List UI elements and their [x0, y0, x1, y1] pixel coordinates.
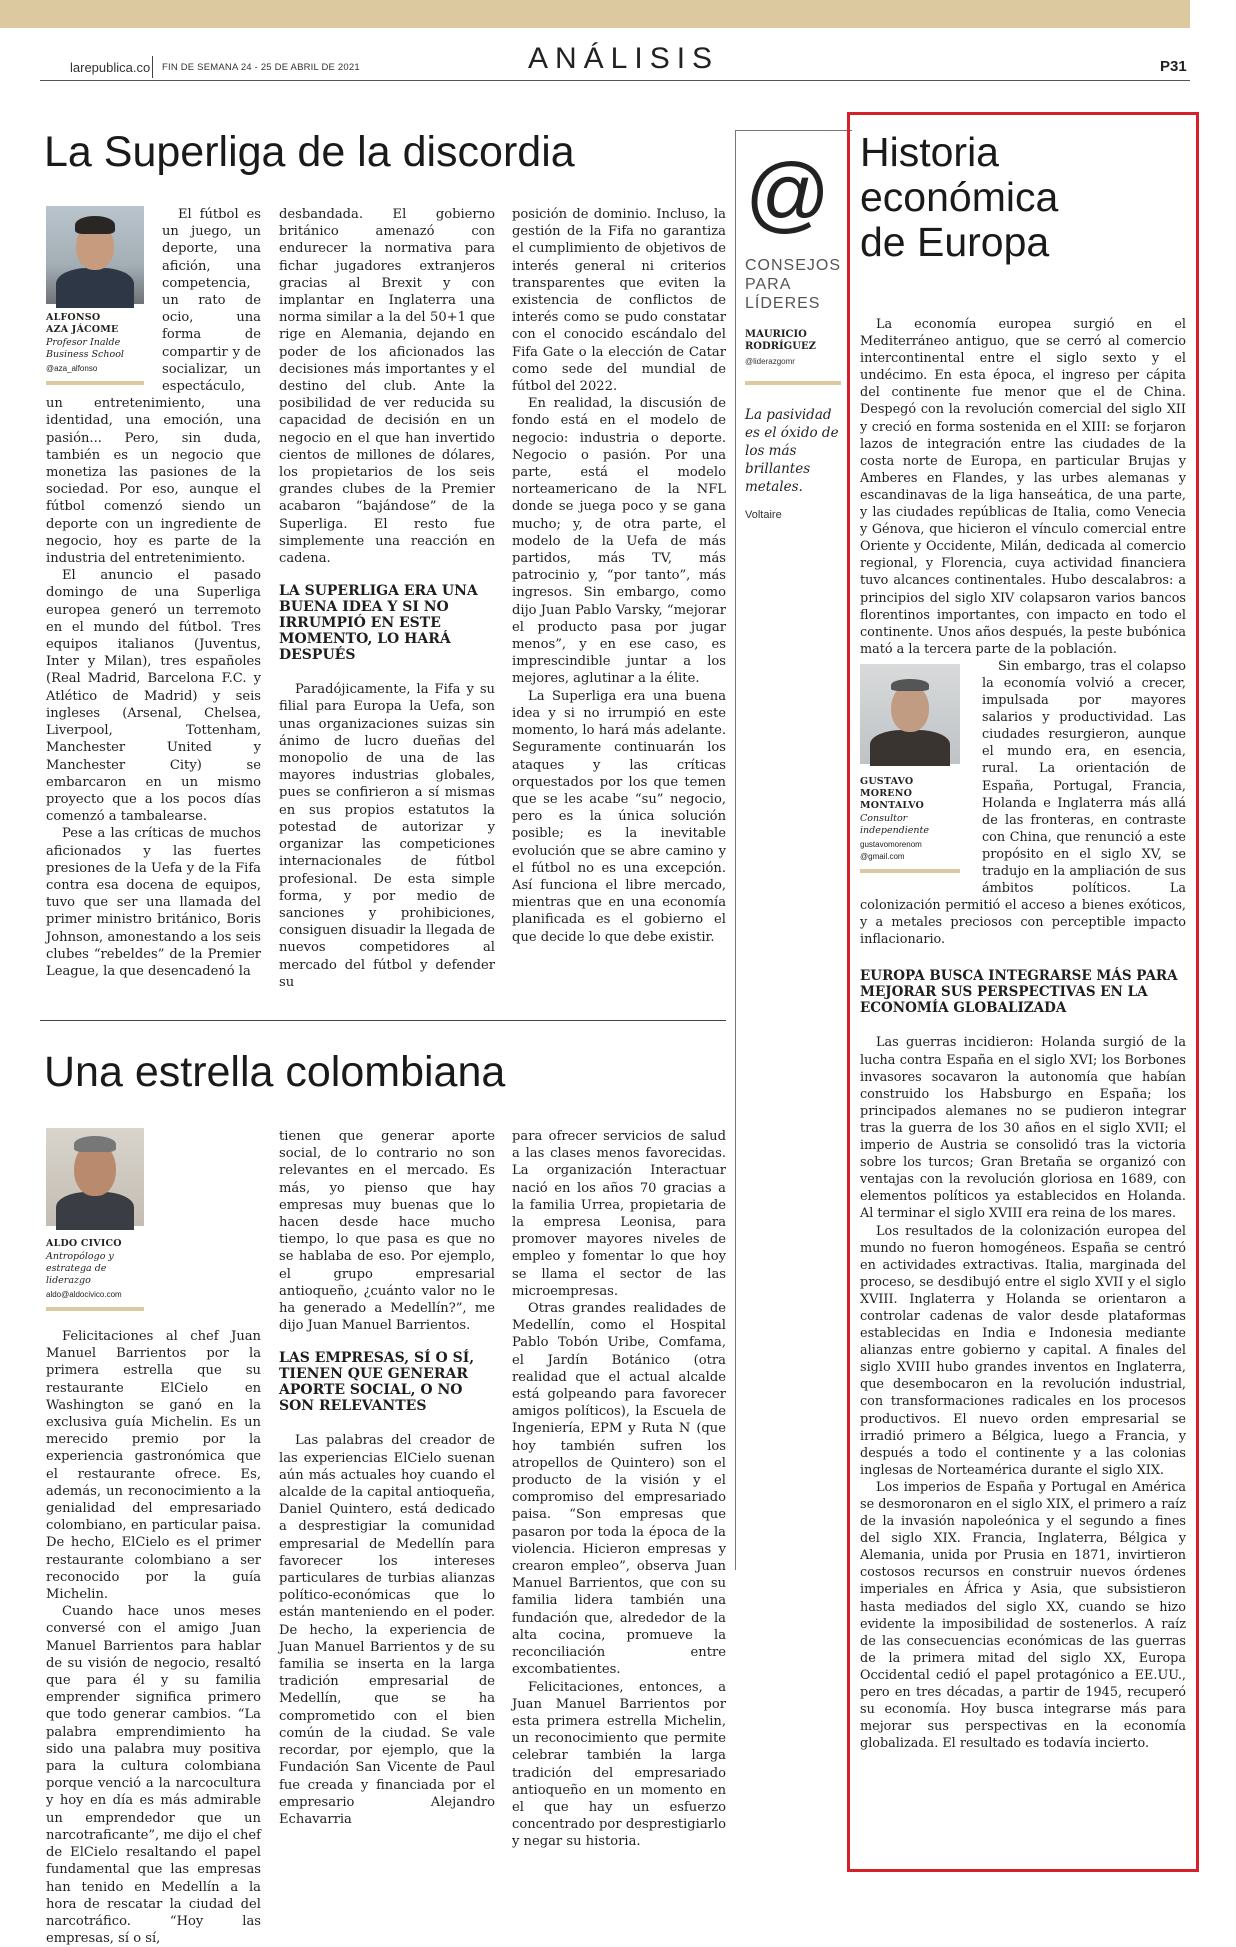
- paragraph: Cuando hace unos meses conversé con el amigo Juan Manuel Barrientos para hablar de su visión de negocio, resaltó que para él y su familia emprender significa primero que todo generar cambios. “La palabra emprendimiento ha sido una palabra muy positiva para la cultura colombiana porque venció a la narcocultura y hoy en día es más admirable un emprendedor que un narcotraficante”, me dijo el chef de ElCielo resaltando el papel fundamental que las empresas han tenido en Medellín a la hora de rescatar la ciudad del narcotráfico. “Hoy las empresas, sí o sí,: [46, 1604, 261, 1947]
- paragraph: tienen que generar aporte social, de lo contrario no son relevantes en el mercado. Es más, yo pienso que hay empresas muy buenas que lo hacen desde hace mucho tiempo, lo que pasa es que no se hablaba de eso. Por ejemplo, el grupo empresarial antioqueño, ¿cuánto valor no le ha generado a Medellín?”, me dijo Juan Manuel Barrientos.: [279, 1129, 495, 1334]
- title-line: de Europa: [860, 219, 1050, 265]
- author-photo-civico: [46, 1128, 144, 1226]
- author-block-civico: [46, 1128, 158, 1328]
- author-info-civico: [46, 1238, 158, 1301]
- header-divider: [152, 56, 153, 78]
- paragraph: desbandada. El gobierno británico amenazó con endurecer la normativa para fichar jugadores extranjeros gracias al Brexit y con implantar en Inglaterra una norma similar a la del 50+1 que rige en Alemania, dejando en poder de los aficionados las decisiones más importantes y el destino del club. Ante la posibilidad de ver reducida su capacidad de decisión en un negocio en el que han invertido cientos de millones de dólares, los propietarios de los seis grandes clubes de la Premier acabaron “bajándose” de la Superliga. El resto fue simplemente una reacción en cadena.: [279, 207, 495, 567]
- paragraph: Las palabras del creador de las experiencias ElCielo suenan aún más actuales hoy cuando el alcalde de la capital antioqueña, Daniel Quintero, está dedicado a desprestigiar la comunidad empresarial de Medellín para favorecer los intereses particulares de turbias alianzas político-económicas que lo están manteniendo en el poder. De hecho, la experiencia de Juan Manuel Barrientos y de su familia se inserta en la larga tradición empresarial de Medellín, que se ha comprometido con el bien común de la ciudad. Se vale recordar, por ejemplo, que la Fundación San Vicente de Paul fue creada y financiada por el empresario Alejandro Echavarria: [279, 1433, 495, 1827]
- paragraph: Sin embargo, tras el colapso la economía volvió a crecer, impulsada por mayores salarios y productividad. Las ciudades resurgieron, aunque el mundo era, en esencia, rural. La orientación de España, Portugal, Francia, Holanda e Inglaterra más allá de las fronteras, en contraste con China, que renunció a este propósito en el siglo XV, se tradujo en la ampliación de sus ámbitos políticos. La colonización permitió el acceso a bienes exóticos, y a metales preciosos con perceptible impacto inflacionario.: [860, 658, 1186, 948]
- author-role: estratega de: [46, 1263, 107, 1274]
- article-title-estrella: Una estrella colombiana: [44, 1048, 506, 1096]
- author-photo-aza: [46, 206, 144, 304]
- paragraph: posición de dominio. Incluso, la gestión de la Fifa no garantiza el cumplimiento de objetivos de interés general ni criterios transparentes que eviten la existencia de conflictos de interés como se pudo constatar con el conocido escándalo del Fifa Gate o la elección de Catar como sede del mundial de fútbol del 2022.: [512, 207, 726, 395]
- author-photo-moreno: [860, 664, 960, 764]
- consejos-author-line: RODRÍGUEZ: [745, 341, 816, 352]
- author-handle[interactable]: @aza_alfonso: [46, 364, 98, 373]
- paragraph: El anuncio el pasado domingo de una Superliga europea generó un terremoto en el mundo del fútbol. Tres equipos italianos (Juventus, Inter y Milan), tres españoles (Real Madrid, Barcelona F.C. y Atlético de Madrid) y seis ingleses (Arsenal, Chelsea, Liverpool, Tottenham, Manchester United y Manchester City) se embarcaron en un mismo proyecto que a los pocos días comenzó a tambalearse.: [46, 568, 261, 825]
- paragraph: Felicitaciones, entonces, a Juan Manuel Barrientos por esta primera estrella Michelin, un reconocimiento que permite celebrar también la larga tradición del empresariado antioqueño en un momento en el que hay un esfuerzo concentrado por desprestigiarlo y negar su historia.: [512, 1679, 726, 1850]
- article3-subhead: EUROPA BUSCA INTEGRARSE MÁS PARA MEJORAR SUS PERSPECTIVAS EN LA ECONOMÍA GLOBALIZADA: [860, 968, 1178, 1017]
- article3-body: [860, 316, 1186, 1861]
- consejos-quote-source: Voltaire: [745, 509, 782, 521]
- author-role: liderazgo: [46, 1275, 91, 1286]
- article2-column-3: [512, 1128, 726, 1858]
- article-title-superliga: La Superliga de la discordia: [44, 128, 575, 176]
- header-rule: [40, 80, 1190, 81]
- article2-column-1: [46, 1128, 261, 1947]
- author-rule: [46, 1307, 144, 1311]
- paragraph: La Superliga era una buena idea y si no irrumpió en este momento, lo hará más adelante. Seguramente continuarán los ataques y las críticas orquestados por los que temen que se les acabe “su” negocio, pero es la única solución posible; es la inevitable evolución que se abre camino y el fútbol no es una excepción. Así funciona el libre mercado, mientras que en una economía planificada es el gobierno el que decide lo que debe existir.: [512, 688, 726, 945]
- author-name: ALDO CIVICO: [46, 1238, 122, 1249]
- title-line: económica: [860, 174, 1059, 220]
- author-role: independiente: [860, 824, 929, 836]
- title-line: Historia: [860, 129, 999, 175]
- paragraph: Los imperios de España y Portugal en América se desmoronaron en el siglo XIX, el primero a raíz de la invasión napoleónica y el segundo a fines del siglo XIX. Francia, Inglaterra, Bélgica y Alemania, unida por Prusia en 1871, invirtieron costosos recursos en construir nuevos órdenes imperiales en África y Asia, que subsistieron hasta mediados del siglo XX, cuando se hizo evidente la imposibilidad de sostenerlos. A raíz de las consecuencias económicas de las guerras de la primera mitad del siglo XX, Europa Occidental cedió el papel protagónico a EE.UU., pero en tres décadas, a partir de 1945, recuperó su economía. Hoy busca integrarse más para mejorar sus perspectivas en la economía globalizada. El resultado es todavía incierto.: [860, 1479, 1186, 1752]
- paragraph: La economía europea surgió en el Mediterráneo antiguo, que se cerró al comercio intercontinental entre el siglo sexto y el undécimo. En esta época, el ingreso per cápita del continente fue menor que el de China. Despegó con la revolución comercial del siglo XII y creció en forma sostenida en el XIII: se forjaron lazos de integración entre las ciudades de la costa norte de Europa, en particular Brujas y Amberes en Flandes, y las urbes alemanas y escandinavas de la liga hanseática, de una parte, y las ciudades repúblicas de Italia, como Venecia y Génova, que hicieron el vínculo comercial entre Oriente y Occidente, Milán, dedicada al comercio regional, y Florencia, cuya actividad financiera tuvo alcances continentales. Hubo descalabros: a principios del siglo XIV colapsaron varios bancos florentinos importantes, con impacto en todo el continente. Unos años después, la peste bubónica mató a la tercera parte de la población.: [860, 317, 1186, 657]
- page-number: P31: [1160, 58, 1187, 75]
- paragraph: Paradójicamente, la Fifa y su filial para Europa la Uefa, son unas organizaciones suizas sin ánimo de lucro dueñas del monopolio de una de las mayores industrias globales, pues se confirieron a sí mismas en sus propios estatutos la potestad de autorizar y organizar las competiciones internacionales de fútbol profesional. De esta simple forma, y por medio de sanciones y prohibiciones, consiguen disuadir la llegada de nuevos competidores al mercado del fútbol y defender su: [279, 682, 495, 990]
- section-divider: [40, 1020, 726, 1021]
- article1-column-1: [46, 206, 261, 991]
- article2-column-2: [279, 1128, 495, 1858]
- paragraph: Los resultados de la colonización europea del mundo no fueron homogéneos. España se centró en actividades extractivas. Italia, marginada del proceso, se desdibujó entre el siglo XVII y el siglo XVIII. Inglaterra y Holanda se orientaron a controlar cadenas de valor desde plataformas establecidas en India e Indonesia mediante alianzas entre gobierno y capital. A finales del siglo XVIII hubo grandes inventos en Inglaterra, que desembocaron en la revolución industrial, con transformaciones radicales en los procesos productivos. El nuevo orden empresarial se irradió primero a Bélgica, luego a Francia, y después a todo el continente y a las colonias inglesas de Norteamérica durante el siglo XIX.: [860, 1223, 1186, 1478]
- author-name: AZA JÁCOME: [46, 324, 119, 335]
- author-role: Profesor Inalde: [46, 337, 121, 348]
- at-sign-icon: @: [745, 146, 831, 240]
- top-color-bar: [0, 0, 1190, 28]
- author-name: MONTALVO: [860, 799, 925, 811]
- paragraph: Las guerras incidieron: Holanda surgió de la lucha contra España en el siglo XVI; los Borbones invasores socavaron la autonomía que habían construido los Habsburgo en España; los principados alemanes no se pudieron integrar tras la guerra de los 30 años en el siglo XVII; el imperio de Austria se consolidó tras la victoria sobre los turcos; Gran Bretaña se organizó con ventajas con la revolución gloriosa en 1689, con elementos políticos ya establecidos en Holanda. Al terminar el siglo XVIII era reina de los mares.: [860, 1035, 1186, 1222]
- article1-subhead: LA SUPERLIGA ERA UNA BUENA IDEA Y SI NO IRRUMPIÓ EN ESTE MOMENTO, LO HARÁ DESPUÉS: [279, 583, 478, 664]
- author-block-moreno: [860, 664, 974, 886]
- issue-date: FIN DE SEMANA 24 - 25 DE ABRIL DE 2021: [162, 62, 360, 73]
- site-name[interactable]: larepublica.co: [70, 60, 151, 75]
- paragraph: El fútbol es un juego, un deporte, una afición, una competencia, un rato de ocio, una forma de compartir y de socializar, un espectáculo, un entretenimiento, una identidad, una emoción, una pasión... Pero, sin duda, también es un negocio que monetiza las pasiones de la sociedad. Por eso, aunque el fútbol comenzó siendo un deporte con un ingrediente de negocio, hoy es parte de la industria del entretenimiento.: [46, 207, 261, 567]
- consejos-handle[interactable]: @liderazgomr: [745, 357, 795, 366]
- consejos-sidebar: [735, 130, 852, 1570]
- consejos-author-line: MAURICIO: [745, 329, 807, 340]
- author-email[interactable]: gustavomorenom: [860, 839, 922, 849]
- article2-subhead: LAS EMPRESAS, SÍ O SÍ, TIENEN QUE GENERAR APORTE SOCIAL, O NO SON RELEVANTES: [279, 1350, 475, 1415]
- consejos-label-line: PARA: [745, 276, 792, 293]
- author-email[interactable]: @gmail.com: [860, 851, 905, 861]
- paragraph: Felicitaciones al chef Juan Manuel Barrientos por la primera estrella que su restaurante ElCielo en Washington se ganó en la exclusiva guía Michelin. Es un merecido premio por la experiencia gastronómica que el restaurante ofrece. Es, además, un reconocimiento a la genialidad del empresariado colombiano, en particular paisa. De hecho, ElCielo es el primer restaurante colombiano a ser reconocido por la guía Michelin.: [46, 1329, 261, 1603]
- article1-column-3: [512, 206, 726, 991]
- author-info-moreno: [860, 776, 974, 863]
- author-role: Antropólogo y: [46, 1251, 114, 1262]
- paragraph: para ofrecer servicios de salud a las clases menos favorecidas. La organización Interactuar nació en los años 70 gracias a la familia Urrea, propietaria de la empresa Leonisa, para promover mayores niveles de empleo y fomentar lo que hoy se llama el sector de las microempresas.: [512, 1129, 726, 1299]
- consejos-quote: La pasividad es el óxido de los más brillantes metales.: [745, 407, 839, 495]
- author-rule: [46, 381, 144, 385]
- author-block-aza: [46, 206, 154, 386]
- consejos-rule: [745, 381, 841, 385]
- author-info-aza: [46, 312, 154, 375]
- author-role: Business School: [46, 349, 124, 360]
- author-name: GUSTAVO: [860, 775, 914, 787]
- consejos-label: [745, 256, 841, 313]
- author-name: ALFONSO: [46, 312, 101, 323]
- consejos-label-line: CONSEJOS: [745, 257, 842, 274]
- paragraph: Pese a las críticas de muchos aficionados y las fuertes presiones de la Uefa y de la Fifa contra esa docena de equipos, tuvo que ser una llamada del primer ministro británico, Boris Johnson, amonestando a los seis clubes “rebeldes” de la Premier League, la que desencadenó la: [46, 826, 261, 979]
- author-email[interactable]: aldo@aldocivico.com: [46, 1290, 122, 1299]
- author-rule: [860, 869, 960, 873]
- section-title: ANÁLISIS: [528, 42, 720, 75]
- article-title-historia: [860, 130, 1058, 265]
- consejos-label-line: LÍDERES: [745, 295, 821, 312]
- paragraph: Otras grandes realidades de Medellín, como el Hospital Pablo Tobón Uribe, Comfama, el Jardín Botánico (otra realidad que el actual alcalde está golpeando para favorecer amigos políticos), la Escuela de Ingeniería, EPM y Ruta N (que hoy también sufren los atropellos de Quintero) son el producto de la visión y el compromiso del empresariado paisa. “Son empresas que pasaron por toda la época de la violencia. Hicieron empresas y crearon empleo”, observa Juan Manuel Barrientos, que con su familia lidera también una fundación que, alrededor de la alta cocina, promueve la reconciliación entre excombatientes.: [512, 1301, 726, 1678]
- consejos-author: [745, 329, 816, 353]
- article1-column-2: [279, 206, 495, 991]
- author-role: Consultor: [860, 812, 908, 824]
- paragraph: En realidad, la discusión de fondo está en el modelo de negocio: industria o deporte. Negocio o pasión. Por una parte, está el modelo norteamericano de la NFL donde se juega poco y se gana mucho; y, de otra parte, el modelo de la Uefa de más partidos, más TV, más patrocinio y, “por tanto”, más ingresos. Sin embargo, como dijo Juan Pablo Varsky, “mejorar el producto pasa por jugar menos”, y en ese caso, es imprescindible juntar a los mejores, aglutinar a la élite.: [512, 396, 726, 687]
- author-name: MORENO: [860, 787, 913, 799]
